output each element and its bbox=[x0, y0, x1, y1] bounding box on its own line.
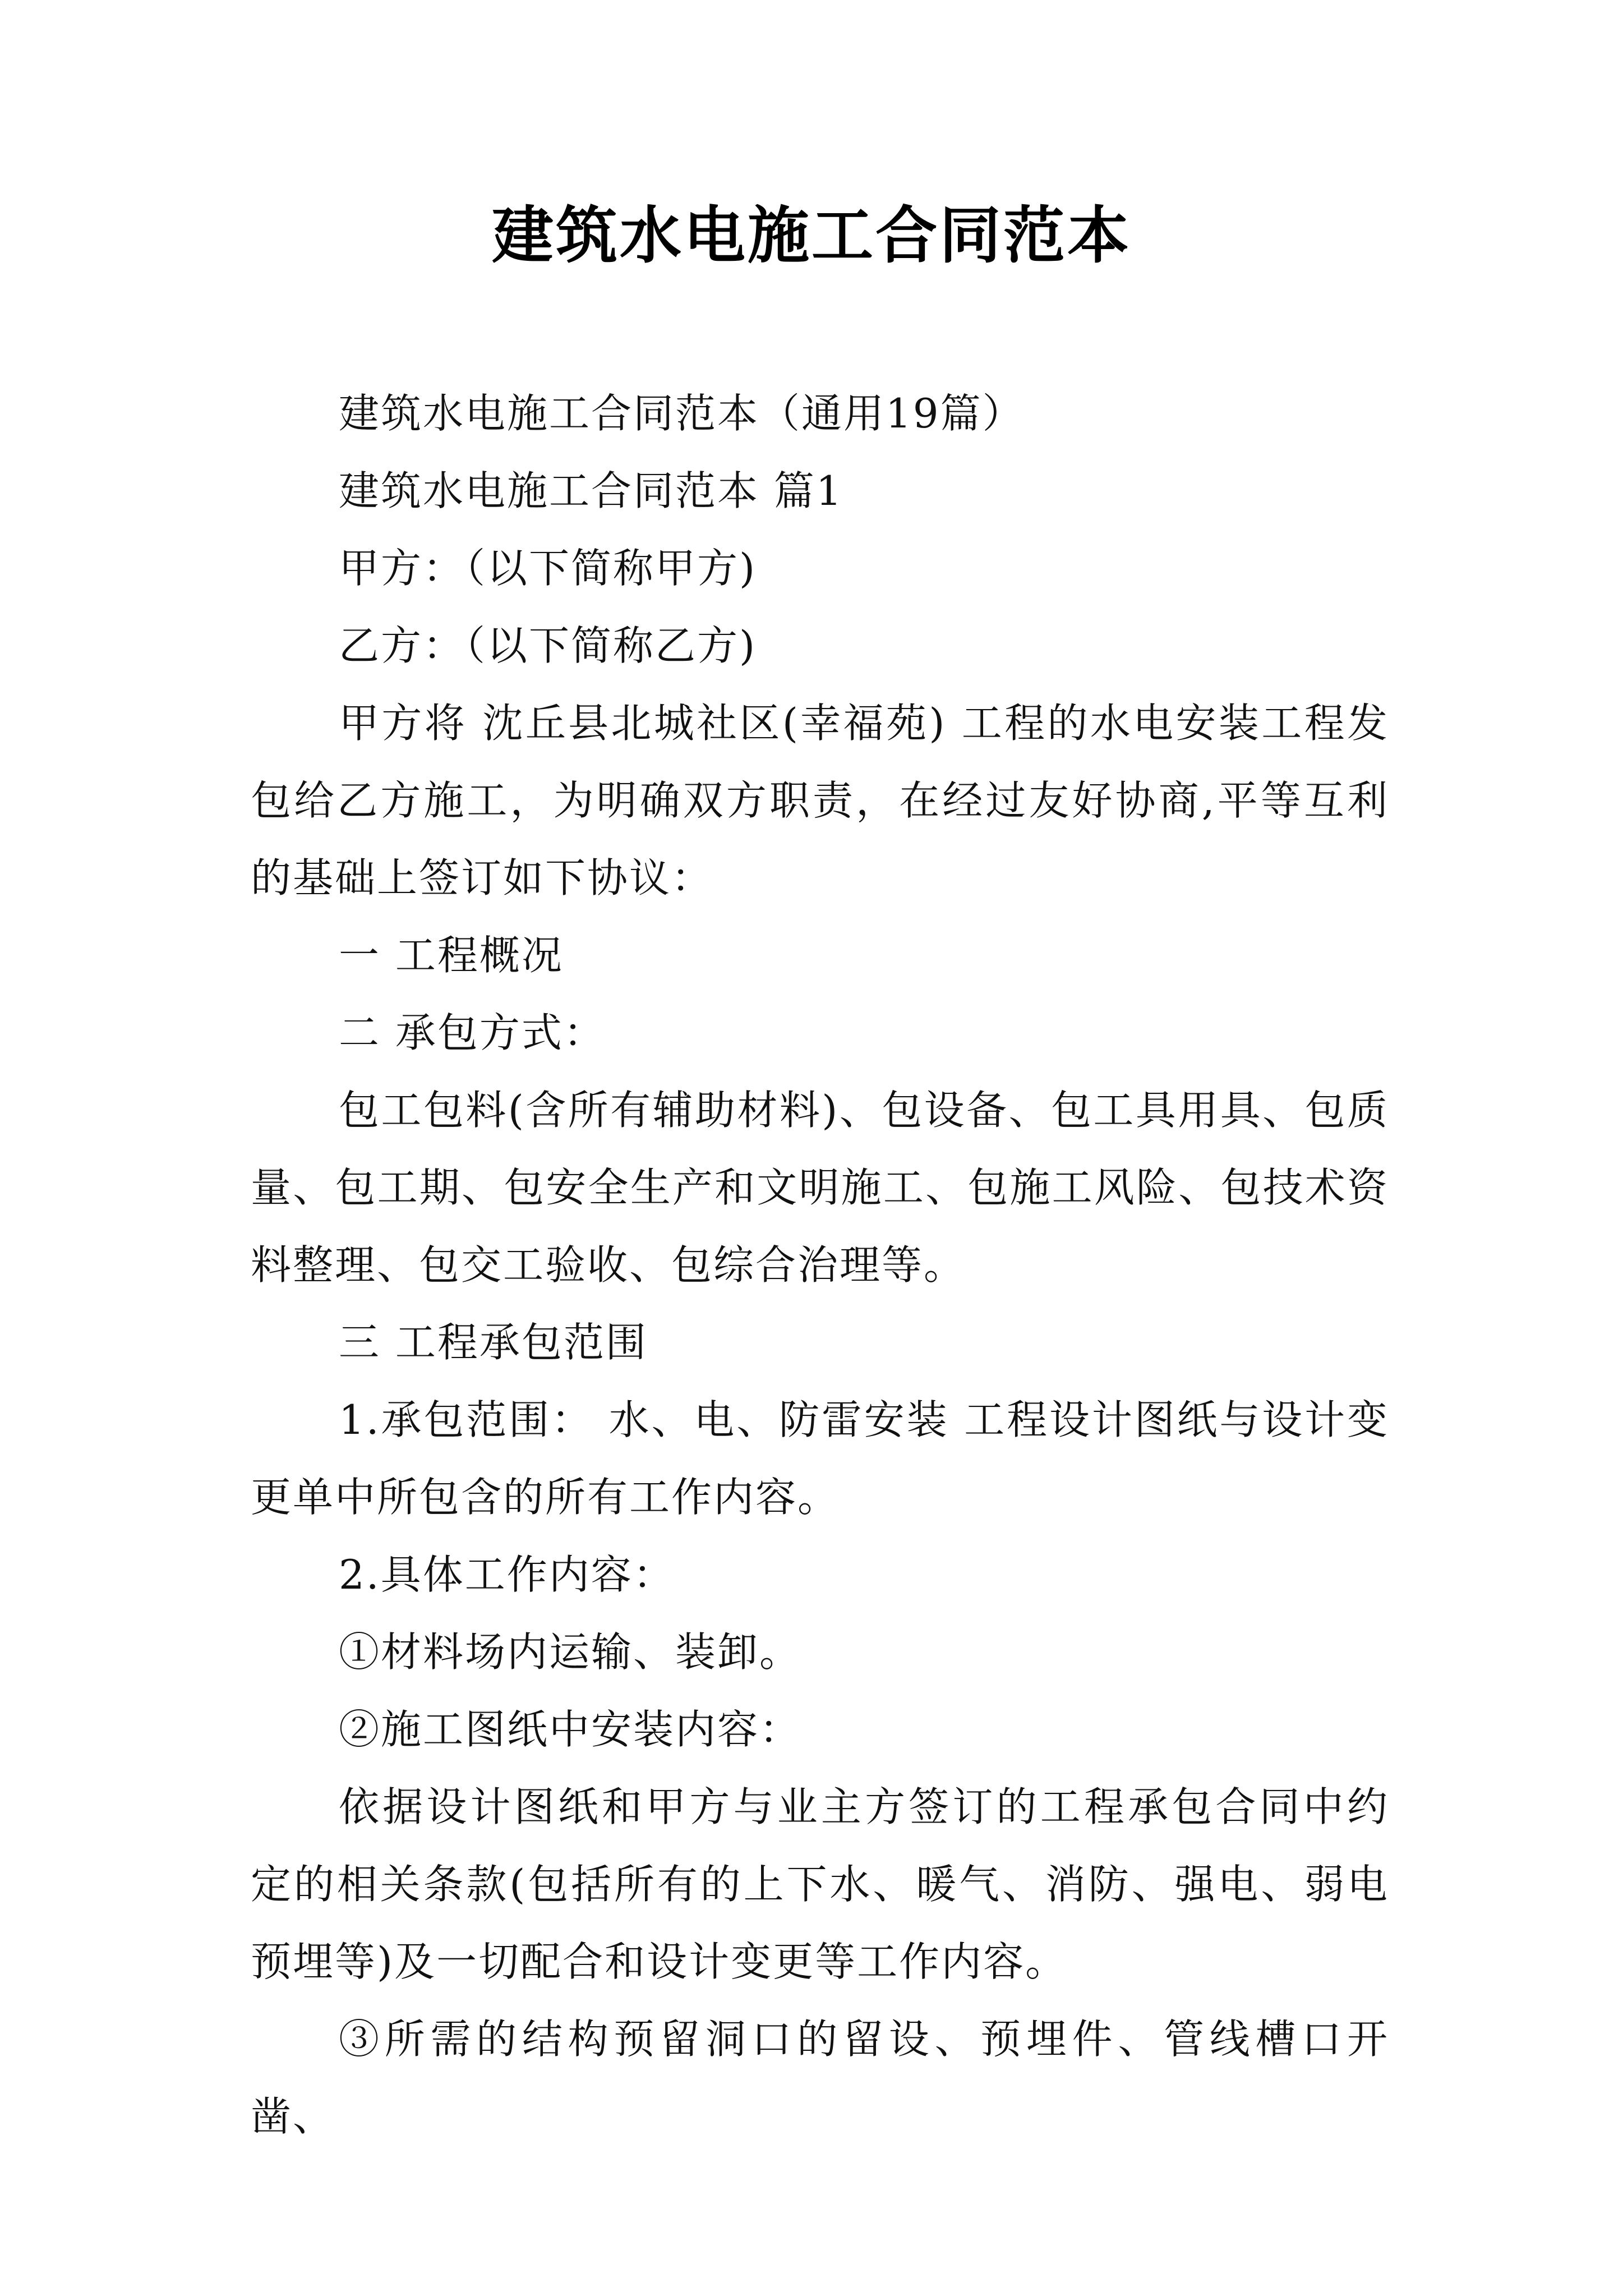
paragraph-clause-1: 一 工程概况 bbox=[339, 932, 564, 979]
paragraph-subtitle: 建筑水电施工合同范本（通用19篇） bbox=[339, 390, 1025, 437]
paragraph-item-1: ①材料场内运输、装卸。 bbox=[339, 1628, 802, 1676]
document-body bbox=[251, 375, 1389, 2155]
paragraph-item-3: ③所需的结构预留洞口的留设、预埋件、管线槽口开凿、 bbox=[251, 2016, 1389, 2140]
paragraph-party-a: 甲方：（以下简称甲方) bbox=[339, 545, 757, 592]
paragraph-party-b: 乙方：（以下简称乙方) bbox=[339, 622, 757, 669]
paragraph-clause-2: 二 承包方式： bbox=[339, 1009, 606, 1056]
paragraph-scope: 1.承包范围： 水、电、防雷安装 工程设计图纸与设计变更单中所包含的所有工作内容。 bbox=[251, 1396, 1389, 1521]
paragraph-clause-3: 三 工程承包范围 bbox=[339, 1319, 648, 1366]
paragraph-intro: 甲方将 沈丘县北城社区(幸福苑) 工程的水电安装工程发包给乙方施工，为明确双方职责，在经过友好协商,平等互利的基础上签订如下协议： bbox=[251, 700, 1389, 901]
paragraph-section-heading: 建筑水电施工合同范本 篇1 bbox=[339, 467, 843, 514]
paragraph-work-content: 2.具体工作内容： bbox=[339, 1551, 675, 1598]
paragraph-basis: 依据设计图纸和甲方与业主方签订的工程承包合同中约定的相关条款(包括所有的上下水、暖气、消防、强电、弱电预埋等)及一切配合和设计变更等工作内容。 bbox=[251, 1783, 1389, 1985]
paragraph-contract-mode: 包工包料(含所有辅助材料)、包设备、包工具用具、包质量、包工期、包安全生产和文明施工、包施工风险、包技术资料整理、包交工验收、包综合治理等。 bbox=[251, 1087, 1389, 1289]
document-title: 建筑水电施工合同范本 bbox=[492, 199, 1131, 272]
paragraph-item-2: ②施工图纸中安装内容： bbox=[339, 1706, 802, 1753]
